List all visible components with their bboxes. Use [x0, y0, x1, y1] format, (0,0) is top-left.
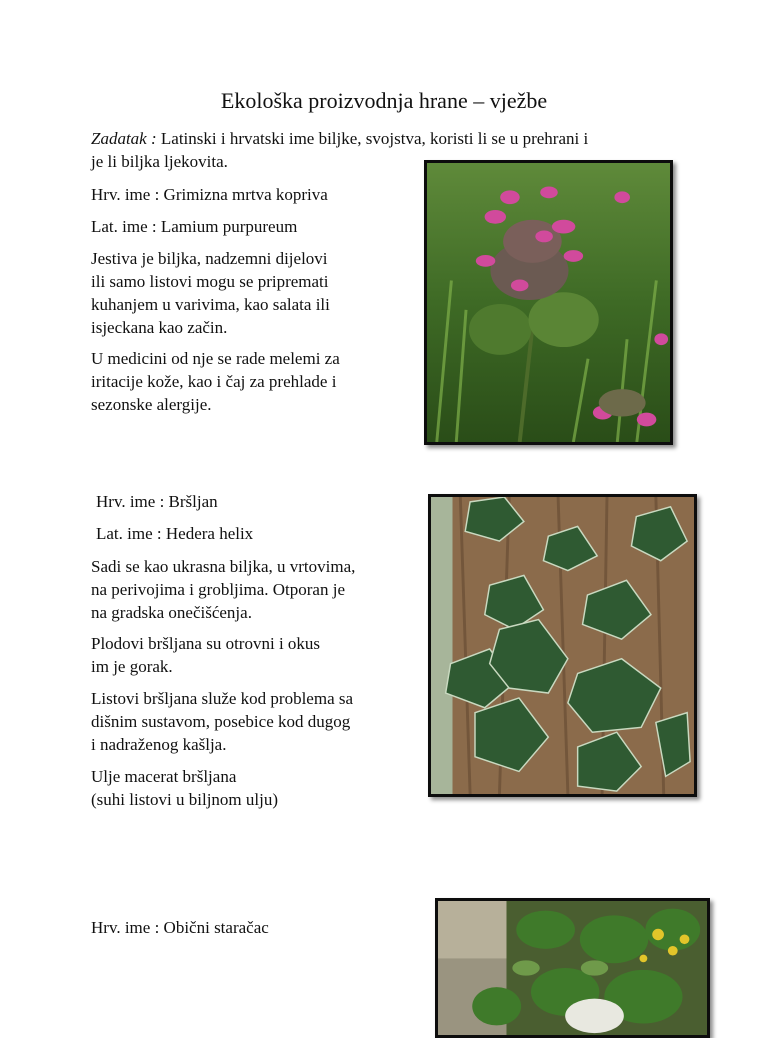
page-title: Ekološka proizvodnja hrane – vježbe	[220, 88, 548, 113]
task-line-2: je li biljka ljekovita.	[91, 152, 228, 171]
plant-1-hrv-name: Hrv. ime : Grimizna mrtva kopriva	[91, 185, 328, 204]
task-label: Zadatak :	[91, 129, 157, 148]
purple-deadnettle-photo	[424, 160, 673, 445]
plant-1-paragraph-2: U medicini od nje se rade melemi za iritacije kože, kao i čaj za prehlade i sezonske alergije.	[91, 349, 340, 414]
plant-3-hrv-name: Hrv. ime : Obični staračac	[91, 918, 269, 937]
task-line-1	[91, 127, 588, 150]
plant-2-paragraph-4: Ulje macerat bršljana (suhi listovi u biljnom ulju)	[91, 767, 279, 809]
plant-2-paragraph-2: Plodovi bršljana su otrovni i okus im je gorak.	[91, 634, 321, 676]
task-text: Latinski i hrvatski ime biljke, svojstva, koristi li se u prehrani i	[156, 129, 589, 148]
plant-2-paragraph-1: Sadi se kao ukrasna biljka, u vrtovima, na perivojima i grobljima. Otporan je na gradska onečišćenja.	[91, 557, 356, 622]
plant-1-paragraph-1: Jestiva je biljka, nadzemni dijelovi ili samo listovi mogu se pripremati kuhanjem u varivima, kao salata ili isjeckana kao začin.	[91, 249, 330, 337]
plant-1-lat-name: Lat. ime : Lamium purpureum	[91, 217, 298, 236]
groundsel-photo	[435, 898, 710, 1038]
ivy-photo-icon	[431, 497, 694, 794]
plant-2-paragraph-3: Listovi bršljana služe kod problema sa dišnim sustavom, posebice kod dugog i nadraženog kašlja.	[91, 689, 354, 754]
plant-2-hrv-name: Hrv. ime : Bršljan	[96, 492, 218, 511]
groundsel-photo-icon	[438, 901, 707, 1035]
purple-deadnettle-photo-icon	[427, 163, 670, 442]
plant-2-lat-name: Lat. ime : Hedera helix	[96, 524, 254, 543]
ivy-photo	[428, 494, 697, 797]
